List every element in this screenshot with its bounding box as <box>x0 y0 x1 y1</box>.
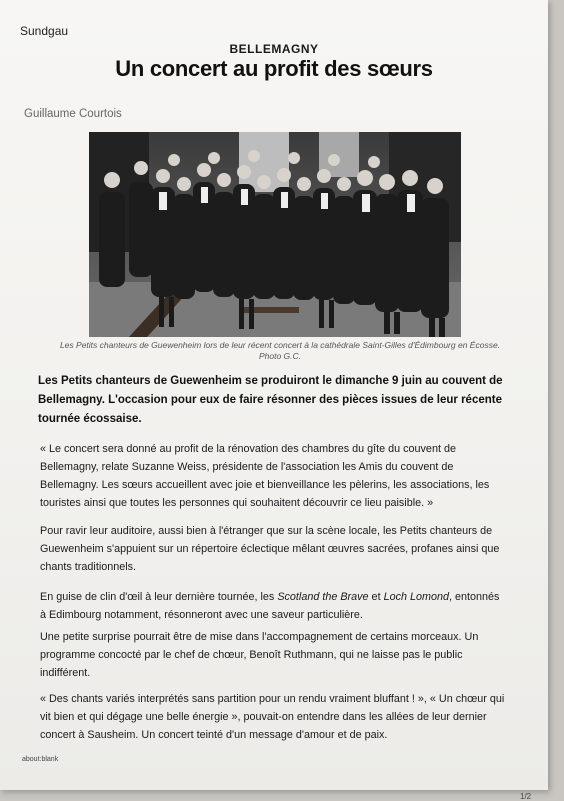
article-paragraph <box>40 588 508 624</box>
choir-photo <box>89 132 461 337</box>
choir-photo-image <box>89 132 461 337</box>
article-lead: Les Petits chanteurs de Guewenheim se produiront le dimanche 9 juin au couvent de Bellemagny. L'occasion pour eux de faire résonner des pièces issues de leur récente tournée écossaise. <box>38 375 503 425</box>
article-paragraph: « Le concert sera donné au profit de la rénovation des chambres du gîte du couvent de Bellemagny, relate Suzanne Weiss, présidente de l'association les Amis du couvent de Bellemagny. Les sœurs accueillent avec joie et bienveillance les pèlerins, les associations, les touristes ainsi que toutes les personnes qui souhaitent découvrir ce lieu paisible. » <box>40 443 490 509</box>
paragraph-text: et <box>368 591 384 603</box>
article-headline: Un concert au profit des sœurs <box>115 56 433 81</box>
section-label: Sundgau <box>20 24 69 38</box>
photo-caption <box>40 340 520 362</box>
article-paragraph: Pour ravir leur auditoire, aussi bien à l'étranger que sur la scène locale, les Petits chanteurs de Guewenheim s'appuient sur un répertoire éclectique mêlant œuvres sacrées, profanes ainsi que chants traditionnels. <box>40 525 500 573</box>
page-number: 1/2 <box>520 792 532 801</box>
article-paragraph: « Des chants variés interprétés sans partition pour un rendu vraiment bluffant ! », « Un chœur qui vit bien et qui dégage une belle énergie », pouvait-on entendre dans les allées de leur dernier concert à Sausheim. Un concert teinté d'un message d'amour et de paix. <box>40 693 505 741</box>
paragraph-text: , entonnés à Edimbourg notamment, résonneront avec une saveur particulière. <box>40 591 500 621</box>
photo-credit: Photo G.C. <box>258 351 302 361</box>
song-title: Loch Lomond <box>383 591 450 603</box>
paragraph-text: En guise de clin d'œil à leur dernière tournée, les <box>40 591 278 603</box>
article-author: Guillaume Courtois <box>24 108 122 120</box>
print-footer-url: about:blank <box>22 756 59 763</box>
song-title: Scotland the Brave <box>277 591 369 603</box>
article-paragraph: Une petite surprise pourrait être de mise dans l'accompagnement de certains morceaux. Un programme concocté par le chef de chœur, Benoît Ruthmann, qui ne laisse pas le public indifférent. <box>40 631 479 679</box>
photo-caption-text: Les Petits chanteurs de Guewenheim lors de leur récent concert à la cathédrale Saint-Gilles d'Édimbourg en Écosse. <box>59 340 501 350</box>
article-kicker: BELLEMAGNY <box>229 42 319 56</box>
